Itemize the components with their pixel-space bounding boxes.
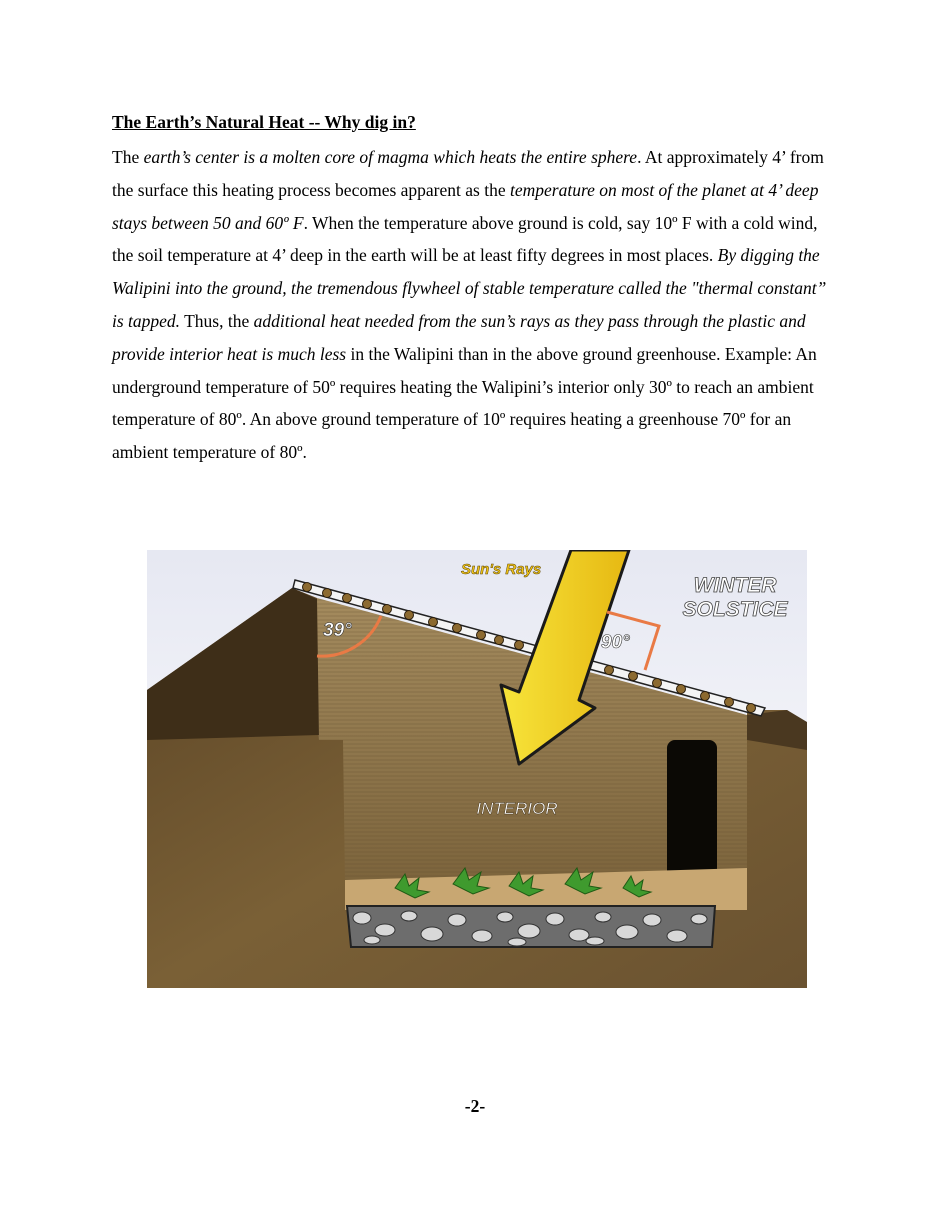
walipini-diagram bbox=[147, 550, 807, 988]
section-heading: The Earth’s Natural Heat -- Why dig in? bbox=[112, 112, 416, 132]
season-label-line2: SOLSTICE bbox=[682, 598, 788, 621]
paragraph-run-italic: additional heat needed from the sun’s rays as they pass through the plastic and provide interior heat is much less bbox=[112, 310, 806, 364]
door-shadow bbox=[667, 740, 717, 890]
paragraph-run: The bbox=[112, 147, 144, 167]
paragraph-run-italic: temperature on most of the planet at 4’ deep stays between 50 and 60º F bbox=[112, 179, 819, 233]
sun-rays-label: Sun's Rays bbox=[461, 561, 542, 578]
paragraph-run: in the Walipini than in the above ground greenhouse. Example: An underground temperature of 50º requires heating the Walipini’s interior only 30º to reach an ambient temperature of 80º. An above ground temperature of 10º requires heating a greenhouse 70º for an ambient temperature of 80º. bbox=[112, 343, 817, 463]
body-paragraph bbox=[112, 141, 842, 469]
season-label-line1: WINTER bbox=[693, 574, 777, 597]
interior-label: INTERIOR bbox=[476, 799, 558, 818]
sun-angle-label: 90° bbox=[601, 632, 630, 653]
paragraph-run: . At approximately 4’ from the surface this heating process becomes apparent as the bbox=[112, 147, 824, 200]
roof-angle-label: 39° bbox=[323, 620, 352, 641]
paragraph-run: Thus, the bbox=[180, 310, 254, 331]
paragraph-run: . When the temperature above ground is cold, say 10º F with a cold wind, the soil temperature at 4’ deep in the earth will be at least fifty degrees in most places. bbox=[112, 212, 818, 266]
paragraph-run-italic: earth’s center is a molten core of magma which heats the entire sphere bbox=[143, 147, 638, 167]
page-number: -2- bbox=[464, 1096, 486, 1116]
paragraph-run-italic: By digging the Walipini into the ground, the tremendous flywheel of stable temperature called the "thermal constant” is tapped. bbox=[112, 245, 827, 331]
